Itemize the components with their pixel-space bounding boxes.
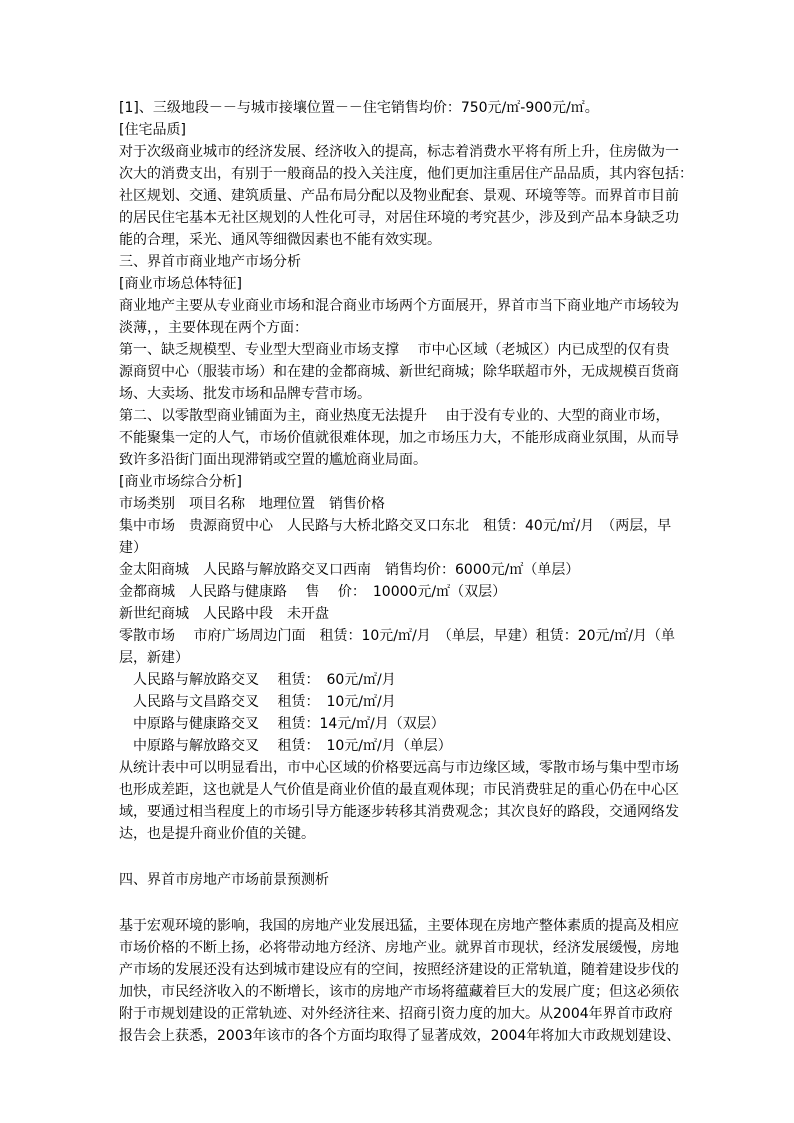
text-line: 从统计表中可以明显看出，市中心区域的价格要远高与市边缘区域，零散市场与集中型市场	[119, 760, 679, 776]
text-line: 能的合理，采光、通风等细微因素也不能有效实现。	[119, 232, 441, 248]
section-label: [商业市场综合分析]	[119, 474, 242, 490]
table-row-line: 金太阳商城 人民路与解放路交叉口西南 销售均价：6000元/㎡（单层）	[119, 562, 580, 578]
text-line: 的居民住宅基本无社区规划的人性化可寻，对居住环境的考究甚少，涉及到产品本身缺乏功	[119, 210, 679, 226]
text-line: 第一、缺乏规模型、专业型大型商业市场支撑 市中心区域（老城区）内已成型的仅有贵	[119, 342, 670, 358]
section-heading: 三、界首市商业地产市场分析	[119, 254, 301, 270]
text-line: 淡薄，，主要体现在两个方面：	[119, 320, 308, 336]
section-label: [住宅品质]	[119, 122, 186, 138]
table-header-line: 市场类别 项目名称 地理位置 销售价格	[119, 496, 385, 512]
text-line: 次大的消费支出，有别于一般商品的投入关注度，他们更加注重居住产品品质，其内容包括：	[119, 166, 693, 182]
table-row-line: 人民路与解放路交叉 租赁： 60元/㎡/月	[119, 672, 396, 688]
table-row-line: 人民路与文昌路交叉 租赁： 10元/㎡/月	[119, 694, 396, 710]
section-heading: 四、界首市房地产市场前景预测析	[119, 872, 329, 888]
text-line: 对于次级商业城市的经济发展、经济收入的提高，标志着消费水平将有所上升，住房做为一	[119, 144, 679, 160]
text-line: 市场价格的不断上扬，必将带动地方经济、房地产业。就界首市现状，经济发展缓慢，房地	[119, 940, 679, 956]
text-line: 附于市规划建设的正常轨迹、对外经济往来、招商引资力度的加大。从2004年界首市政府	[119, 1006, 673, 1022]
table-row-line: 建）	[119, 540, 147, 556]
text-line: 场、大卖场、批发市场和品牌专营市场。	[119, 386, 371, 402]
text-line: 达，也是提升商业价值的关键。	[119, 826, 315, 842]
table-row-line: 新世纪商城 人民路中段 未开盘	[119, 606, 329, 622]
text-line: 商业地产主要从专业商业市场和混合商业市场两个方面展开，界首市当下商业地产市场较为	[119, 298, 679, 314]
text-line: [1]、三级地段－－与城市接壤位置－－住宅销售均价：750元/㎡-900元/㎡。	[119, 100, 599, 116]
text-line: 源商贸中心（服装市场）和在建的金都商城、新世纪商城；除华联超市外，无成规模百货商	[119, 364, 679, 380]
table-row-line: 集中市场 贵源商贸中心 人民路与大桥北路交叉口东北 租赁：40元/㎡/月 （两层，早	[119, 518, 672, 534]
text-line: 域，要通过相当程度上的市场引导方能逐步转移其消费观念；其次良好的路段，交通网络发	[119, 804, 679, 820]
table-row-line: 中原路与健康路交叉 租赁：14元/㎡/月（双层）	[119, 716, 445, 732]
text-line: 致许多沿街门面出现滞销或空置的尴尬商业局面。	[119, 452, 427, 468]
table-row-line: 层，新建）	[119, 650, 189, 666]
table-row-line: 零散市场 市府广场周边门面 租赁：10元/㎡/月 （单层，早建）租赁：20元/㎡/月（单	[119, 628, 675, 644]
text-line: 第二、以零散型商业铺面为主，商业热度无法提升 由于没有专业的、大型的商业市场，	[119, 408, 670, 424]
table-row-line: 中原路与解放路交叉 租赁： 10元/㎡/月（单层）	[119, 738, 452, 754]
text-line: 社区规划、交通、建筑质量、产品布局分配以及物业配套、景观、环境等等。而界首市目前	[119, 188, 679, 204]
text-line: 基于宏观环境的影响，我国的房地产业发展迅猛，主要体现在房地产整体素质的提高及相应	[119, 918, 679, 934]
text-line: 也形成差距，这也就是人气价值是商业价值的最直观体现；市民消费驻足的重心仍在中心区	[119, 782, 679, 798]
text-line: 产市场的发展还没有达到城市建设应有的空间，按照经济建设的正常轨道，随着建设步伐的	[119, 962, 679, 978]
text-line: 报告会上获悉，2003年该市的各个方面均取得了显著成效，2004年将加大市政规划建设、	[119, 1028, 681, 1044]
text-line: 不能聚集一定的人气，市场价值就很难体现，加之市场压力大，不能形成商业氛围，从而导	[119, 430, 679, 446]
table-row-line: 金都商城 人民路与健康路 售 价： 10000元/㎡（双层）	[119, 584, 507, 600]
text-line: 加快，市民经济收入的不断增长，该市的房地产市场将蕴藏着巨大的发展广度；但这必须依	[119, 984, 679, 1000]
section-label: [商业市场总体特征]	[119, 276, 242, 292]
